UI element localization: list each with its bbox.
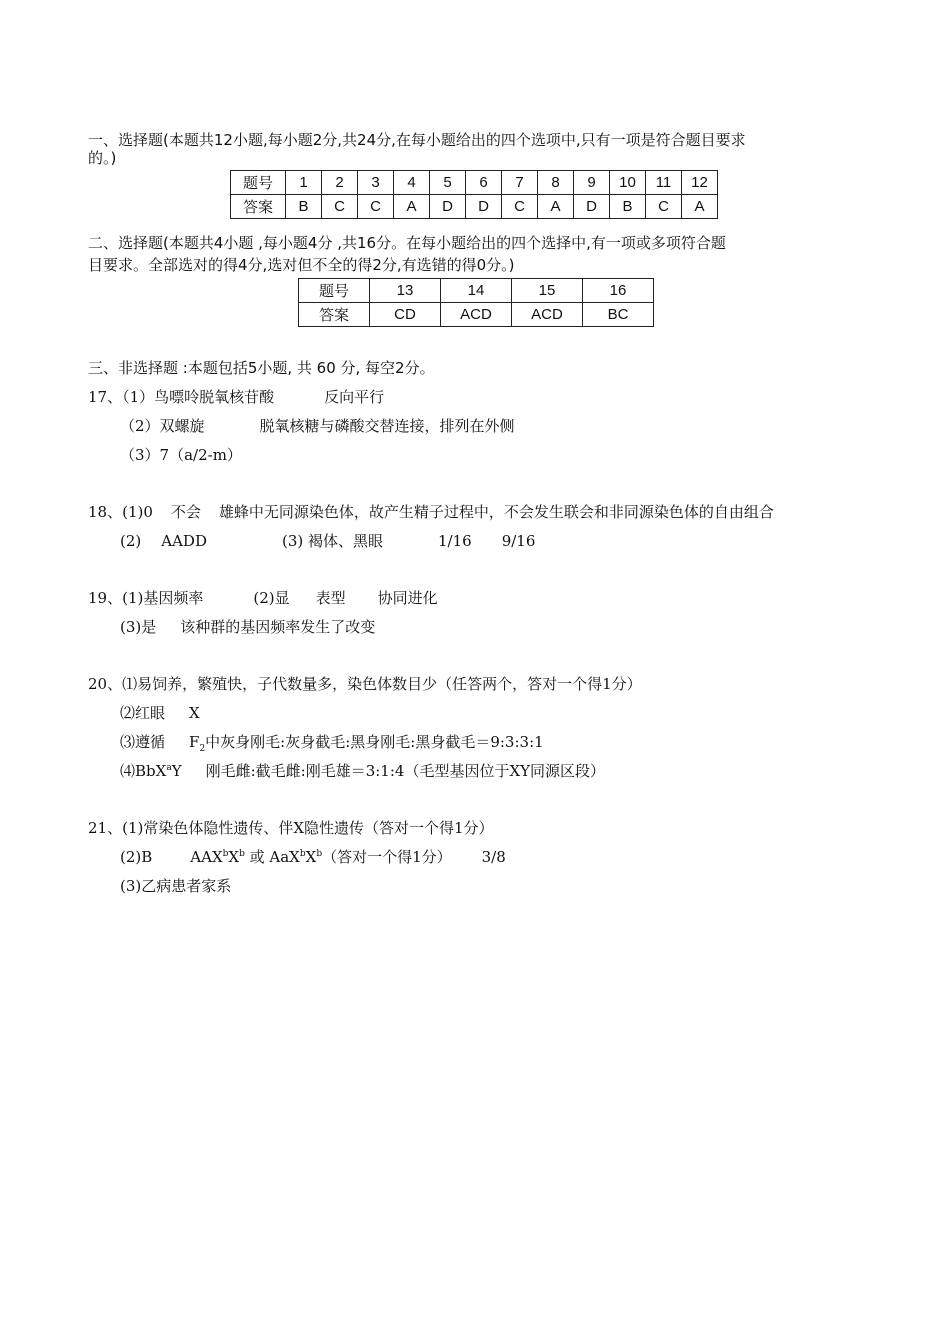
- question-number: 7: [502, 171, 538, 195]
- answer-cell: D: [430, 195, 466, 219]
- section1-instruction-line2: 的。): [88, 149, 117, 167]
- question-number: 8: [538, 171, 574, 195]
- question-number: 9: [574, 171, 610, 195]
- answer-cell: CD: [370, 303, 441, 327]
- q19-answer-4: 协同进化: [377, 589, 438, 607]
- section3-header: 三、非选择题 :本题包括5小题, 共 60 分, 每空2分。: [88, 359, 435, 377]
- answer-cell: D: [466, 195, 502, 219]
- q18-line2: [120, 531, 535, 551]
- q18-answer-5: (3) 褐体、黑眼: [281, 532, 383, 550]
- q18-answer-7: 9/16: [501, 532, 536, 550]
- q21-line2: [120, 847, 506, 867]
- q19-answer-1: 19、(1)基因频率: [88, 589, 204, 607]
- answer-cell: C: [502, 195, 538, 219]
- answer-cell: C: [646, 195, 682, 219]
- question-number: 4: [394, 171, 430, 195]
- section2-instruction-line1: 二、选择题(本题共4小题 ,每小题4分 ,共16分。在每小题给出的四个选择中,有一项或多项符合题: [88, 234, 726, 252]
- q17-line3: （3）7（a/2-m）: [120, 446, 242, 464]
- question-number: 1: [286, 171, 322, 195]
- q19-answer-6: 该种群的基因频率发生了改变: [180, 618, 376, 636]
- question-number: 2: [322, 171, 358, 195]
- q20-answer-4: ⑶遵循: [120, 733, 166, 751]
- question-number: 16: [583, 279, 654, 303]
- section1-instruction-line1: 一、选择题(本题共12小题,每小题2分,共24分,在每小题给出的四个选项中,只有一项是符合题目要求: [88, 131, 746, 149]
- q20-line1: 20、⑴易饲养，繁殖快，子代数量多，染色体数目少（任答两个，答对一个得1分）: [88, 675, 642, 693]
- row-label-number: 题号: [299, 279, 370, 303]
- q19-answer-2: (2)显: [253, 589, 290, 607]
- q18-answer-6: 1/16: [438, 532, 472, 550]
- q18-label-2: (2): [120, 532, 142, 550]
- row-label-answer: 答案: [299, 303, 370, 327]
- q20-line3: [120, 732, 544, 752]
- q17-answer-2: 反向平行: [324, 388, 385, 406]
- question-number: 5: [430, 171, 466, 195]
- answer-cell: B: [286, 195, 322, 219]
- q19-line1: [88, 588, 438, 608]
- q19-line2: [120, 617, 375, 637]
- row-label-answer: 答案: [231, 195, 286, 219]
- question-number: 3: [358, 171, 394, 195]
- q17-answer-4: 脱氧核糖与磷酸交替连接，排列在外侧: [259, 417, 515, 435]
- answer-cell: C: [358, 195, 394, 219]
- q18-line1: [88, 502, 774, 522]
- q20-answer-3: X: [189, 704, 200, 722]
- section2-instruction-line2: 目要求。全部选对的得4分,选对但不全的得2分,有选错的得0分。): [88, 256, 515, 274]
- q17-line2: [120, 416, 515, 436]
- q17-answer-3: （2）双螺旋: [120, 417, 205, 435]
- q21-line3: (3)乙病患者家系: [120, 877, 232, 895]
- answer-cell: A: [682, 195, 718, 219]
- q21-line1: 21、(1)常染色体隐性遗传、伴X隐性遗传（答对一个得1分）: [88, 819, 494, 837]
- q19-answer-5: (3)是: [120, 618, 157, 636]
- q18-answer-2: 不会: [170, 503, 201, 521]
- q20-answer-7: 刚毛雌:截毛雌:刚毛雄＝3:1:4（毛型基因位于XY同源区段）: [205, 762, 606, 780]
- question-number: 14: [441, 279, 512, 303]
- answer-cell: ACD: [512, 303, 583, 327]
- question-number: 15: [512, 279, 583, 303]
- q20-answer-6: ⑷BbX$^a$Y: [120, 762, 182, 780]
- answer-cell: C: [322, 195, 358, 219]
- q18-answer-4: AADD: [161, 532, 207, 550]
- q17-line1: [88, 387, 384, 407]
- section2-answer-table: [298, 278, 654, 327]
- question-number: 10: [610, 171, 646, 195]
- answer-cell: BC: [583, 303, 654, 327]
- table-row: [299, 303, 654, 327]
- answer-cell: ACD: [441, 303, 512, 327]
- answer-cell: B: [610, 195, 646, 219]
- q21-answer-4: 3/8: [481, 848, 506, 866]
- q21-answer-2: (2)B: [120, 848, 153, 866]
- table-row: [299, 279, 654, 303]
- question-number: 12: [682, 171, 718, 195]
- q21-answer-3: $AAX^bX^b$ 或 $AaX^bX^b$（答对一个得1分）: [190, 848, 452, 866]
- row-label-number: 题号: [231, 171, 286, 195]
- table-row: [231, 195, 718, 219]
- q19-answer-3: 表型: [315, 589, 346, 607]
- answer-cell: A: [394, 195, 430, 219]
- q20-line2: [120, 703, 200, 723]
- question-number: 6: [466, 171, 502, 195]
- question-number: 11: [646, 171, 682, 195]
- section1-answer-table: [230, 170, 718, 219]
- q20-line4: [120, 761, 605, 781]
- q20-answer-2: ⑵红眼: [120, 704, 166, 722]
- q18-answer-1: 18、(1)0: [88, 503, 153, 521]
- answer-cell: A: [538, 195, 574, 219]
- q17-answer-1: 17、（1）鸟嘌呤脱氧核苷酸: [88, 388, 275, 406]
- question-number: 13: [370, 279, 441, 303]
- answer-cell: D: [574, 195, 610, 219]
- table-row: [231, 171, 718, 195]
- q20-answer-5: $F_2$中灰身刚毛:灰身截毛:黑身刚毛:黑身截毛＝9:3:3:1: [189, 733, 544, 754]
- q18-answer-3: 雄蜂中无同源染色体，故产生精子过程中，不会发生联会和非同源染色体的自由组合: [218, 503, 774, 521]
